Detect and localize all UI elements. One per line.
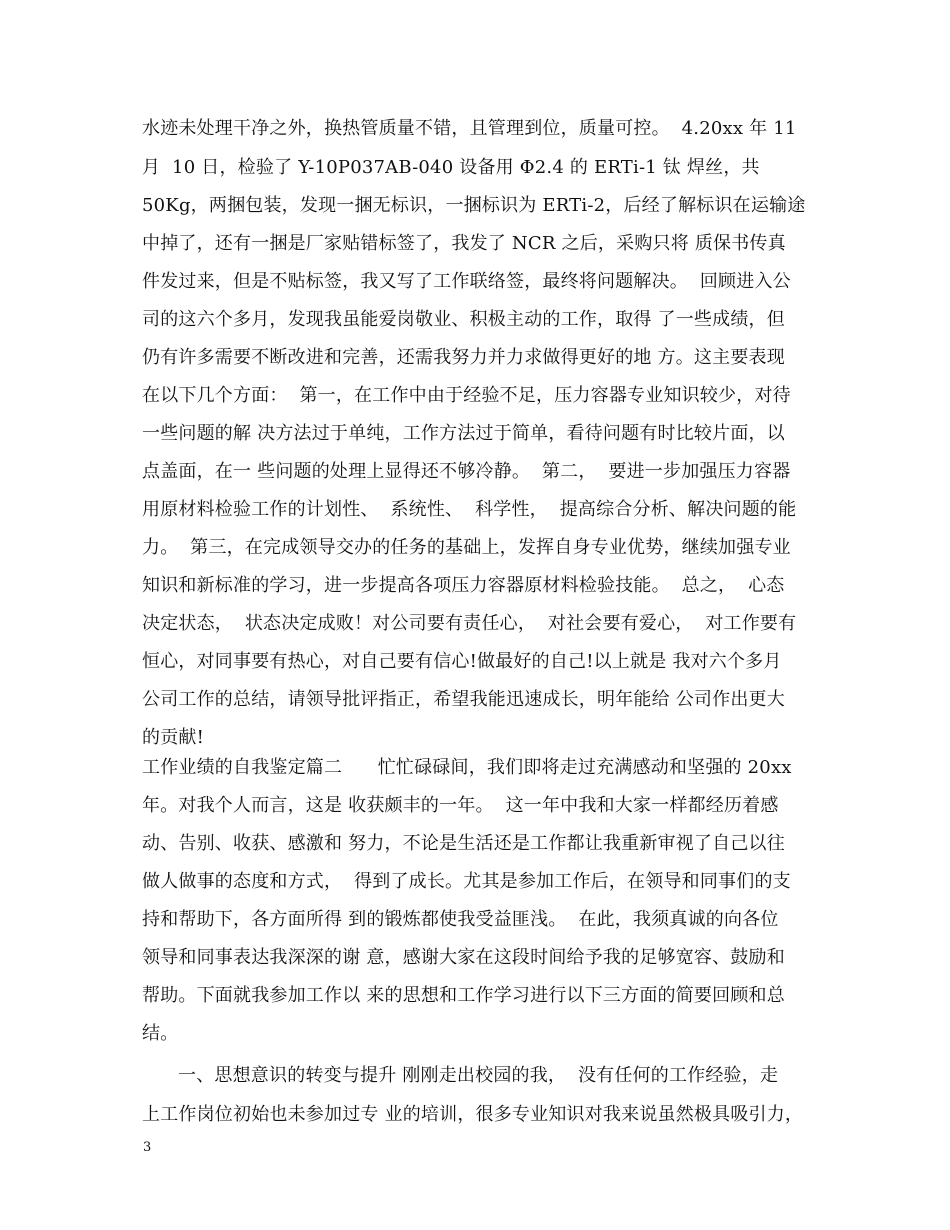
text-line-13: 知识和新标准的学习，进一步提高各项压力容器原材料检验技能。 总之， 心态 — [142, 575, 785, 596]
text-line-14: 决定状态， 状态决定成败！对公司要有责任心， 对社会要有爱心， 对工作要有 — [142, 613, 797, 634]
text-line-27: 上工作岗位初始也未参加过专 业的培训，很多专业知识对我来说虽然极具吸引力， — [142, 1104, 804, 1125]
text-line-9: 一些问题的解 决方法过于单纯，工作方法过于简单，看待问题有时比较片面，以 — [142, 423, 785, 444]
text-line-3: 50Kg，两捆包装，发现一捆无标识，一捆标识为 ERTi-2，后经了解标识在运输途 — [142, 195, 806, 216]
text-line-12: 力。 第三，在完成领导交办的任务的基础上，发挥自身专业优势，继续加强专业 — [142, 537, 791, 558]
paragraph-first-line: 一、思想意识的转变与提升 刚刚走出校园的我， 没有任何的工作经验，走 — [178, 1065, 779, 1086]
text-line-21: 做人做事的态度和方式， 得到了成长。尤其是参加工作后，在领导和同事们的支 — [142, 871, 791, 892]
text-line-24: 帮助。下面就我参加工作以 来的思想和工作学习进行以下三方面的简要回顾和总 — [142, 985, 785, 1006]
text-line-16: 公司工作的总结，请领导批评指正，希望我能迅速成长，明年能给 公司作出更大 — [142, 689, 785, 710]
text-line-7: 仍有许多需要不断改进和完善，还需我努力并力求做得更好的地 方。这主要表现 — [142, 347, 785, 368]
text-line-22: 持和帮助下，各方面所得 到的锻炼都使我受益匪浅。 在此，我须真诚的向各位 — [142, 909, 779, 930]
text-line-2: 月 10 日，检验了 Y-10P037AB-040 设备用 Φ2.4 的 ERTi-1 钛 焊丝，共 — [142, 157, 760, 178]
text-line-4: 中掉了，还有一捆是厂家贴错标签了，我发了 NCR 之后，采购只将 质保书传真 — [142, 233, 786, 254]
text-line-11: 用原材料检验工作的计划性、 系统性、 科学性， 提高综合分析、解决问题的能 — [142, 499, 797, 520]
section-heading-line: 工作业绩的自我鉴定篇二 忙忙碌碌间，我们即将走过充满感动和坚强的 20xx — [142, 757, 792, 778]
text-line-6: 司的这六个多月，发现我虽能爱岗敬业、积极主动的工作，取得 了一些成绩，但 — [142, 309, 785, 330]
text-line-17: 的贡献! — [142, 727, 205, 748]
text-line-19: 年。对我个人而言，这是 收获颇丰的一年。 这一年中我和大家一样都经历着感 — [142, 795, 779, 816]
text-line-25: 结。 — [142, 1023, 179, 1044]
text-line-5: 件发过来，但是不贴标签，我又写了工作联络签，最终将问题解决。 回顾进入公 — [142, 271, 791, 292]
text-line-8: 在以下几个方面： 第一，在工作中由于经验不足，压力容器专业知识较少，对待 — [142, 385, 791, 406]
text-line-15: 恒心，对同事要有热心，对自己要有信心!做最好的自己!以上就是 我对六个多月 — [142, 651, 782, 672]
text-line-23: 领导和同事表达我深深的谢 意，感谢大家在这段时间给予我的足够宽容、鼓励和 — [142, 947, 785, 968]
page-number: 3 — [143, 1140, 152, 1155]
text-line-10: 点盖面，在一 些问题的处理上显得还不够冷静。 第二， 要进一步加强压力容器 — [142, 461, 791, 482]
text-line-1: 水迹未处理干净之外，换热管质量不错，且管理到位，质量可控。 4.20xx 年 11 — [142, 118, 797, 139]
text-line-20: 动、告别、收获、感激和 努力，不论是生活还是工作都让我重新审视了自己以往 — [142, 833, 785, 854]
